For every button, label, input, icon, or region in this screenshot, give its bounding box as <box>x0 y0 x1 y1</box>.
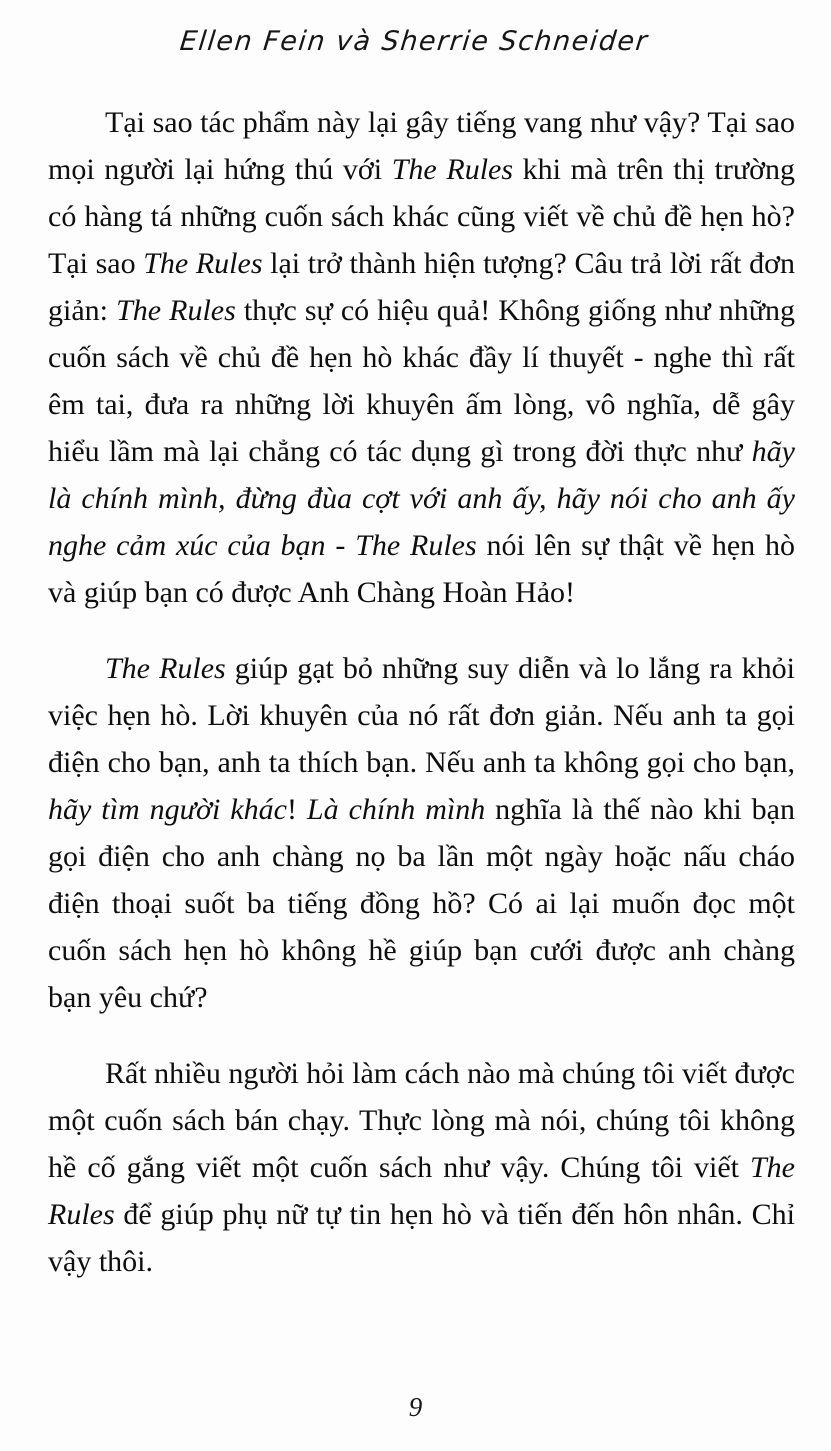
text-run: nói lên sự thật về hẹn hò và giúp bạn có được Anh Chàng Hoàn Hảo! <box>48 529 795 609</box>
italic-text-run: Là chính mình <box>306 793 486 826</box>
italic-text-run: The Rules <box>391 153 514 186</box>
paragraph <box>48 1050 795 1285</box>
italic-text-run: The Rules <box>143 247 263 280</box>
running-header-author: Ellen Fein và Sherrie Schneider <box>178 26 650 57</box>
italic-text-run: The Rules <box>116 294 236 327</box>
paragraph <box>48 645 795 1021</box>
paragraph <box>48 99 795 616</box>
text-run: thực sự có hiệu quả! Không giống như những cuốn sách về chủ đề hẹn hò khác đầy lí thuyết - nghe thì rất êm tai, đưa ra những lời khuyên ấm lòng, vô nghĩa, dễ gây hiểu lầm mà lại chẳng có tác dụng gì trong đời thực như <box>48 294 795 468</box>
page-number: 9 <box>408 1392 423 1422</box>
italic-text-run: The Rules <box>105 652 226 685</box>
text-run: - <box>325 529 356 562</box>
text-run: Tại sao tác phẩm này lại gây tiếng vang như vậy? Tại sao mọi người lại hứng thú với <box>48 106 795 186</box>
italic-text-run: The Rules <box>355 529 477 562</box>
body-text <box>48 99 795 1285</box>
text-run: ! <box>286 793 307 826</box>
text-run: Rất nhiều người hỏi làm cách nào mà chúng tôi viết được một cuốn sách bán chạy. Thực lòng mà nói, chúng tôi không hề cố gắng viết một cuốn sách như vậy. Chúng tôi viết <box>48 1057 795 1184</box>
italic-text-run: hãy là chính mình, đừng đùa cợt với anh ấy, hãy nói cho anh ấy nghe cảm xúc của bạn <box>48 435 795 562</box>
text-run: nghĩa là thế nào khi bạn gọi điện cho anh chàng nọ ba lần một ngày hoặc nấu cháo điện thoại suốt ba tiếng đồng hồ? Có ai lại muốn đọc một cuốn sách hẹn hò không hề giúp bạn cưới được anh chàng bạn yêu chứ? <box>48 793 795 1014</box>
text-run: lại trở thành hiện tượng? Câu trả lời rất đơn giản: <box>48 247 795 327</box>
text-run: để giúp phụ nữ tự tin hẹn hò và tiến đến hôn nhân. Chỉ vậy thôi. <box>48 1198 795 1278</box>
italic-text-run: The Rules <box>48 1151 795 1231</box>
italic-text-run: hãy tìm người khác <box>48 793 287 826</box>
text-run: giúp gạt bỏ những suy diễn và lo lắng ra khỏi việc hẹn hò. Lời khuyên của nó rất đơn giản. Nếu anh ta gọi điện cho bạn, anh ta thích bạn. Nếu anh ta không gọi cho bạn, <box>48 652 796 779</box>
text-run: khi mà trên thị trường có hàng tá những cuốn sách khác cũng viết về chủ đề hẹn hò? Tại sao <box>48 153 795 280</box>
